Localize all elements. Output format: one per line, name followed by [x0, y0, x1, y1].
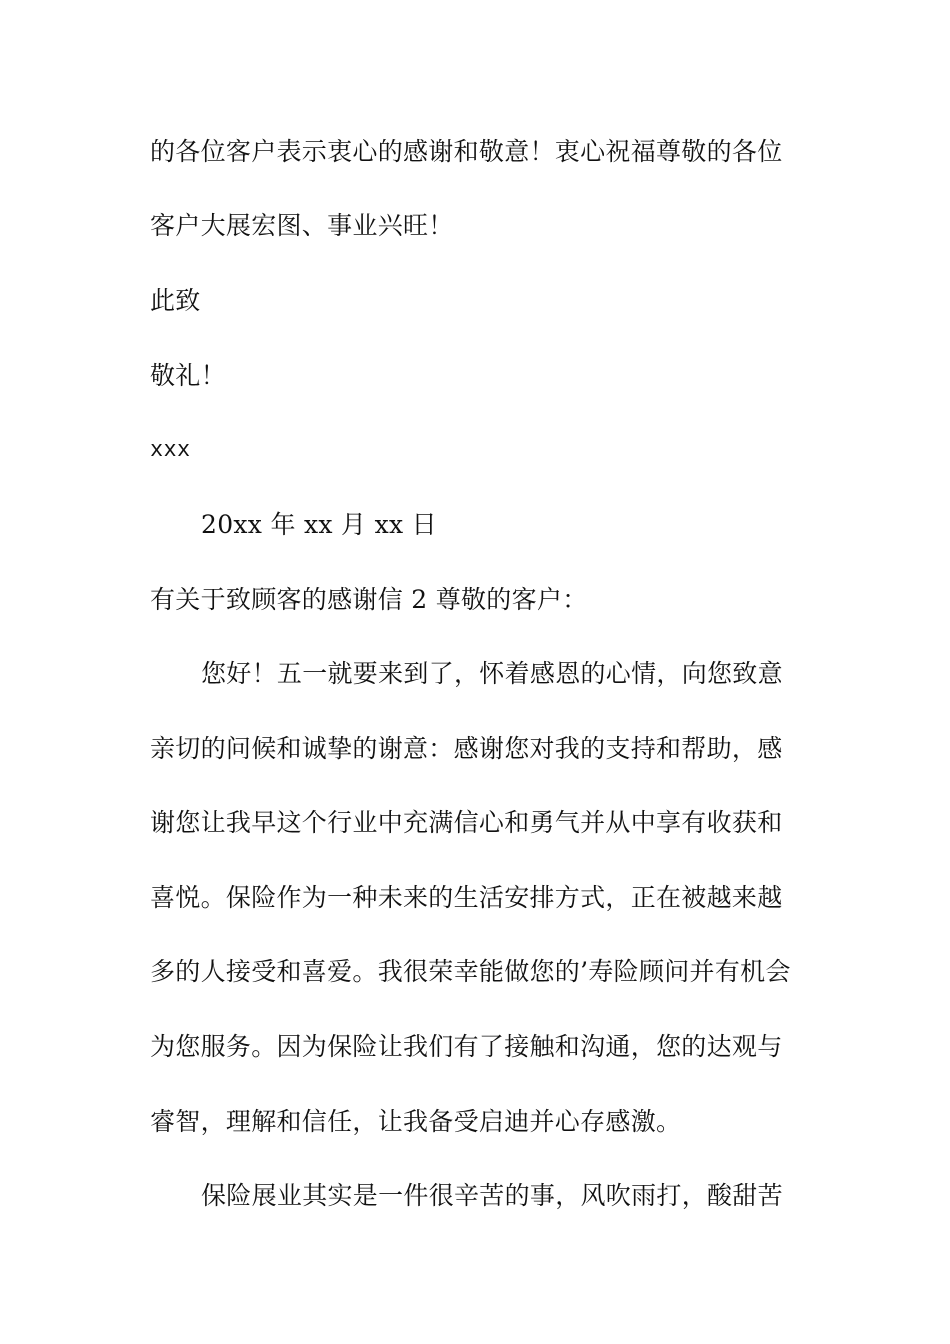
paragraph-line: 多的人接受和喜爱。我很荣幸能做您的’寿险顾问并有机会 — [150, 957, 791, 986]
signature-date: 20xx 年 xx 月 xx 日 — [201, 510, 437, 539]
paragraph-line: 为您服务。因为保险让我们有了接触和沟通，您的达观与 — [150, 1032, 783, 1061]
paragraph-line: 亲切的问候和诚挚的谢意：感谢您对我的支持和帮助，感 — [150, 734, 783, 763]
paragraph-line: 您好！五一就要来到了，怀着感恩的心情，向您致意 — [201, 659, 783, 688]
paragraph-line: 喜悦。保险作为一种未来的生活安排方式，正在被越来越 — [150, 883, 783, 912]
paragraph-line: 客户大展宏图、事业兴旺！ — [150, 211, 454, 240]
paragraph-line: 的各位客户表示衷心的感谢和敬意！衷心祝福尊敬的各位 — [150, 137, 783, 166]
salutation: 敬礼！ — [150, 361, 226, 390]
letter-heading: 有关于致顾客的感谢信 2 尊敬的客户： — [150, 585, 588, 614]
closing-phrase: 此致 — [150, 286, 201, 315]
signature-name: xxx — [150, 438, 191, 463]
paragraph-line: 睿智，理解和信任，让我备受启迪并心存感激。 — [150, 1107, 682, 1136]
paragraph-line: 保险展业其实是一件很辛苦的事，风吹雨打，酸甜苦 — [201, 1181, 783, 1210]
paragraph-line: 谢您让我早这个行业中充满信心和勇气并从中享有收获和 — [150, 808, 783, 837]
